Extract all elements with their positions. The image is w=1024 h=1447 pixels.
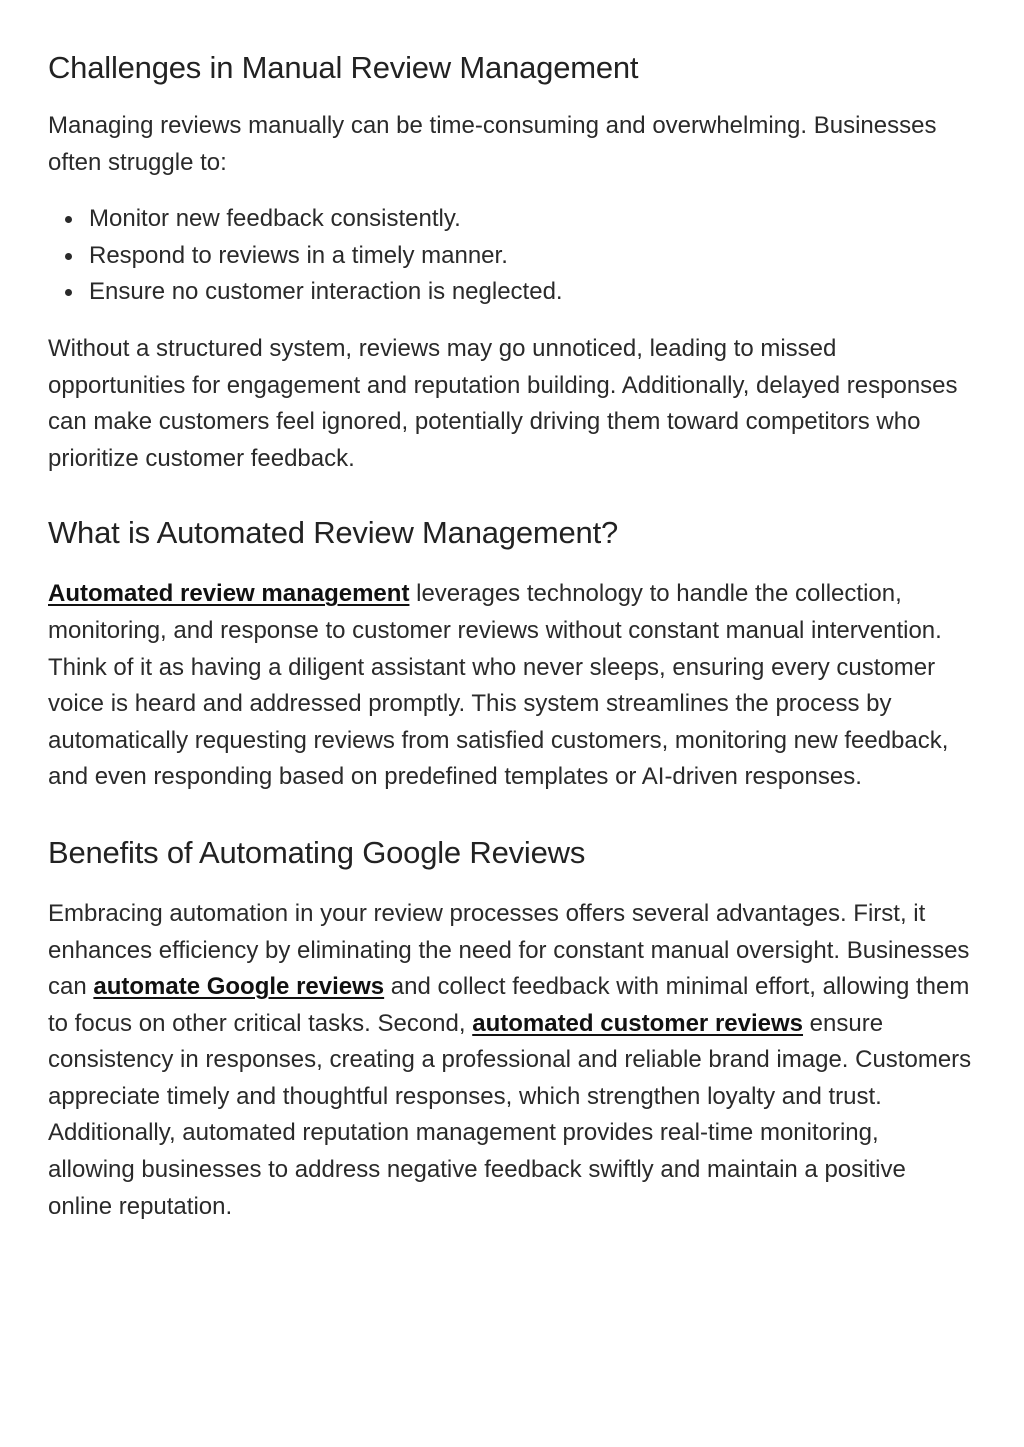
link-automate-google-reviews[interactable]: automate Google reviews (93, 973, 385, 1001)
heading-challenges: Challenges in Manual Review Management (48, 50, 639, 85)
list-item: Respond to reviews in a timely manner. (89, 238, 972, 275)
paragraph-text: Embracing automation in your review processes offers several advantages. First, it enhances efficiency by eliminating the need for constant manual oversight. Businesses can (48, 899, 970, 1001)
link-automated-customer-reviews[interactable]: automated customer reviews (472, 1009, 804, 1037)
paragraph-automated-definition (48, 576, 972, 796)
paragraph-text: ensure consistency in responses, creating a professional and reliable brand image. Customers appreciate timely and thoughtful responses, which strengthen loyalty and trust. Additionally, automated reputation management provides real-time monitoring, allowing businesses to address negative feedback swiftly and maintain a positive online reputation. (48, 1009, 972, 1220)
paragraph-text: and collect feedback with minimal effort, allowing them to focus on other critical tasks. Second, (48, 973, 970, 1037)
heading-what-is-automated: What is Automated Review Management? (48, 515, 619, 551)
paragraph-challenges-consequences: Without a structured system, reviews may go unnoticed, leading to missed opportunities for engagement and reputation building. Additionally, delayed responses can make customers feel ignored, potentially driving them toward competitors who prioritize customer feedback. (48, 334, 958, 472)
challenges-list (48, 201, 972, 311)
list-item: Monitor new feedback consistently. (89, 201, 972, 238)
paragraph-text: leverages technology to handle the collection, monitoring, and response to customer reviews without constant manual intervention. Think of it as having a diligent assistant who never sleeps, ensuring every customer voice is heard and addressed promptly. This system streamlines the process by automatically requesting reviews from satisfied customers, monitoring new feedback, and even responding based on predefined templates or AI-driven responses. (48, 580, 949, 791)
heading-benefits: Benefits of Automating Google Reviews (48, 834, 586, 870)
paragraph-benefits (48, 896, 972, 1225)
link-automated-review-management[interactable]: Automated review management (48, 580, 410, 608)
list-item: Ensure no customer interaction is neglected. (89, 274, 972, 311)
paragraph-challenges-intro: Managing reviews manually can be time-consuming and overwhelming. Businesses often struggle to: (48, 112, 937, 176)
